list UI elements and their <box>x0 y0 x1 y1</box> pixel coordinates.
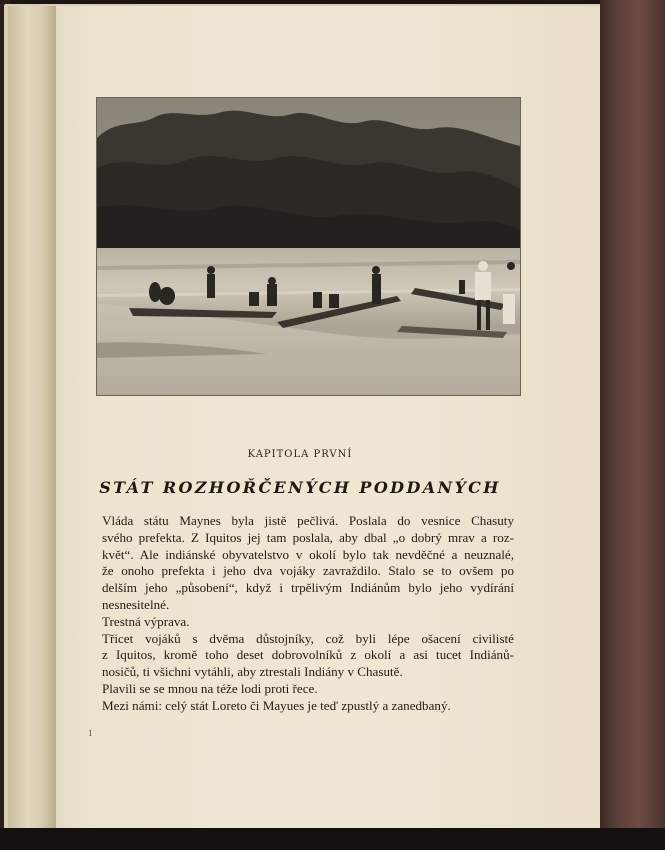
paragraph <box>88 681 514 698</box>
text-line: Trestná výprava. <box>102 613 190 629</box>
paragraph <box>88 698 514 715</box>
text-line: Plavili se se mnou na téže lodi proti řece. <box>102 680 318 696</box>
text-line: delším jeho „působení“, když i trpělivým Indiánům bylo jeho vydírání <box>102 580 514 596</box>
text-line: květ“. Ale indiánské obyvatelstvo v okolí bylo tak nevděčné a neuznalé, <box>102 546 514 562</box>
paragraph <box>88 614 514 631</box>
paragraph <box>88 513 514 614</box>
page-gutter <box>8 6 57 828</box>
text-line: že onoho prefekta i jeho dva vojáky zavraždilo. Stalo se to ovšem po <box>102 563 514 579</box>
text-line: Třicet vojáků s dvěma důstojníky, což byli lépe ošacení civilisté <box>102 630 514 646</box>
book-cover-edge <box>600 0 665 850</box>
photo-illustration <box>97 98 520 395</box>
text-line: Vláda státu Maynes byla jistě pečlivá. Poslala do vesnice Chasuty <box>102 513 514 528</box>
text-line: Mezi námi: celý stát Loreto či Mayues je teď zpustlý a zanedbaný. <box>102 697 451 713</box>
text-line: z Iquitos, kromě toho deset dobrovolníků z okolí a asi tucet Indiánů- <box>102 647 514 663</box>
bottom-shadow <box>0 828 665 850</box>
text-line: svého prefekta. Z Iquitos jej tam poslala, aby dbal „o dobrý mrav a roz- <box>102 529 514 545</box>
chapter-label: KAPITOLA PRVNÍ <box>247 449 353 460</box>
paragraph <box>88 631 514 681</box>
text-line: nesnesitelné. <box>102 596 170 612</box>
chapter-title: STÁT ROZHOŘČENÝCH PODDANÝCH <box>99 478 501 497</box>
text-line: nosičů, ti všichni vytáhli, aby ztrestali Indiány v Chasutě. <box>102 664 403 680</box>
page-number: 1 <box>88 728 93 738</box>
river-photograph <box>96 97 521 396</box>
body-text <box>88 513 514 715</box>
